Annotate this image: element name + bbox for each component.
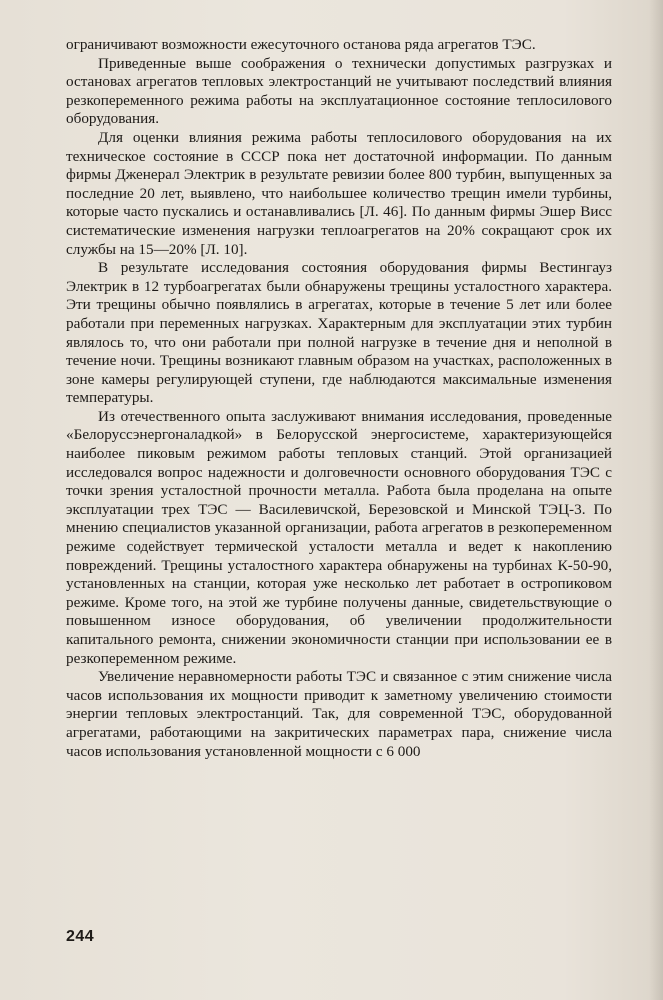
paragraph-1: ограничивают возможности ежесуточного останова ряда агрегатов ТЭС. [66,36,536,53]
paragraph-5: Из отечественного опыта заслуживают внимания исследования, проведенные «Белоруссэнергоналадкой» в Белорусской энергосистеме, характеризующейся наиболее пиковым режимом работы тепловых станций. Этой организацией исследовался вопрос надежности и долговечности основного оборудования ТЭС с точки зрения усталостной прочности металла. Работа была проделана на опыте эксплуатации трех ТЭС — Василевичской, Березовской и Минской ТЭЦ-3. По мнению специалистов указанной организации, работа агрегатов в резкопеременном режиме содействует термической усталости металла и ведет к накоплению повреждений. Трещины усталостного характера обнаружены на турбинах К-50-90, установленных на станции, которая уже несколько лет работает в остропиковом режиме. Кроме того, на этой же турбине получены данные, свидетельствующие о повышенном износе оборудования, об увеличении продолжительности капитального ремонта, снижении экономичности станции при использовании ее в резкопеременном режиме. [66,407,612,667]
body-text [66,36,612,761]
paragraph-6: Увеличение неравномерности работы ТЭС и связанное с этим снижение числа часов использования их мощности приводит к заметному увеличению стоимости энергии тепловых электростанций. Так, для современной ТЭС, оборудованной агрегатами, работающими на закритических параметрах пара, снижение числа часов использования установленной мощности с 6 000 [66,668,612,760]
paragraph-4: В результате исследования состояния оборудования фирмы Вестингауз Электрик в 12 турбоагрегатах были обнаружены трещины усталостного характера. Эти трещины обычно появлялись в агрегатах, которые в течение 5 лет или более работали при переменных нагрузках. Характерным для эксплуатации этих турбин являлось то, что они работали при полной нагрузке в течение дня и неполной в течение ночи. Трещины возникают главным образом на участках, расположенных в зоне камеры регулирующей ступени, где наблюдаются максимальные изменения температуры. [66,259,612,407]
page-number: 244 [66,928,95,945]
page-edge-shadow [649,0,663,1000]
paragraph-2: Приведенные выше соображения о технически допустимых разгрузках и остановах агрегатов тепловых электростанций не учитывают последствий влияния резкопеременного режима работы на эксплуатационное состояние теплосилового оборудования. [66,54,612,128]
paragraph-3: Для оценки влияния режима работы теплосилового оборудования на их техническое состояние в СССР пока нет достаточной информации. По данным фирмы Дженерал Электрик в результате ревизии более 800 турбин, выпущенных за последние 20 лет, выявлено, что наибольшее количество трещин имели турбины, которые часто пускались и останавливались [Л. 46]. По данным фирмы Эшер Висс систематические изменения нагрузки теплоагрегатов на 20% сокращают срок их службы на 15—20% [Л. 10]. [66,128,612,258]
